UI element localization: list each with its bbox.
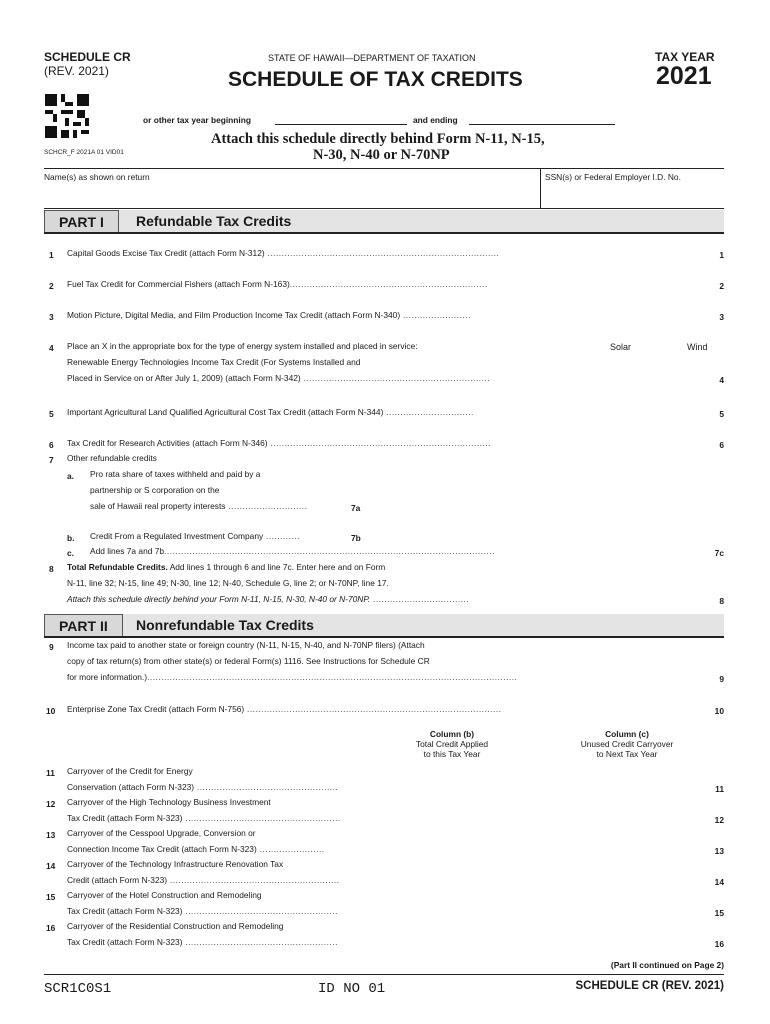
line-7a-ref: 7a	[351, 503, 361, 513]
period-end-field[interactable]	[469, 124, 615, 125]
line-14-col-b[interactable]	[400, 873, 510, 887]
line-9-text-a: Income tax paid to another state or foreign country (N-11, N-15, N-40, and N-70NP filers) (Attach	[67, 640, 425, 650]
agency: STATE OF HAWAII—DEPARTMENT OF TAXATION	[268, 53, 476, 63]
part2-title: Nonrefundable Tax Credits	[136, 617, 314, 633]
line-14-col-c[interactable]	[570, 873, 690, 887]
line-3-amount[interactable]	[600, 308, 710, 322]
line-num: 7	[49, 455, 54, 465]
line-num: 10	[46, 706, 56, 716]
line-5-ref: 5	[719, 409, 724, 419]
period-end-label: and ending	[413, 115, 458, 125]
line-10-text: Enterprise Zone Tax Credit (attach Form N-756)	[67, 704, 245, 714]
column-c-sub1: Unused Credit Carryover	[580, 739, 674, 749]
wind-checkbox-label[interactable]: Wind	[687, 342, 708, 352]
ssn-field[interactable]	[542, 184, 724, 208]
line-8-text-a: Add lines 1 through 6 and line 7c. Enter here and on Form	[167, 562, 386, 572]
period-begin-label: or other tax year beginning	[143, 115, 251, 125]
line-8-bold: Total Refundable Credits.	[67, 562, 168, 572]
line-1-amount[interactable]	[600, 246, 710, 260]
line-2-amount[interactable]	[600, 277, 710, 291]
line-8-text-b: N-11, line 32; N-15, line 49; N-30, line 12; N-40, Schedule G, line 2; or N-70NP, line 17.	[67, 578, 389, 588]
line-13-col-c[interactable]	[570, 842, 690, 856]
name-field[interactable]	[44, 184, 539, 208]
qr-code-icon	[45, 94, 89, 138]
line-8-amount[interactable]	[600, 592, 710, 606]
line-7a-text-a: Pro rata share of taxes withheld and paid by a	[90, 469, 261, 479]
line-9-text-c: for more information.)	[67, 672, 148, 682]
line-14-text-b: Credit (attach Form N-323)	[67, 875, 168, 885]
part2-header	[44, 614, 724, 636]
line-12-col-b[interactable]	[400, 811, 510, 825]
column-b-sub2: to this Tax Year	[423, 749, 481, 759]
line-16-ref: 16	[714, 939, 724, 949]
line-7a-text-c: sale of Hawaii real property interests	[90, 501, 226, 511]
line-11-col-c[interactable]	[570, 780, 690, 794]
solar-checkbox-label[interactable]: Solar	[610, 342, 632, 352]
line-2-text: Fuel Tax Credit for Commercial Fishers (attach Form N-163)	[67, 279, 290, 289]
line-num: 4	[49, 343, 54, 353]
line-8-ref: 8	[719, 596, 724, 606]
line-num: 13	[46, 830, 56, 840]
part2-label: PART II	[44, 614, 123, 637]
footer-code: SCR1C0S1	[44, 981, 112, 997]
line-6-ref: 6	[719, 440, 724, 450]
form-title: SCHEDULE OF TAX CREDITS	[228, 68, 523, 91]
part1-title: Refundable Tax Credits	[136, 213, 292, 229]
line-7a-text-b: partnership or S corporation on the	[90, 485, 220, 495]
line-num: 9	[49, 642, 54, 652]
line-12-ref: 12	[714, 815, 724, 825]
continued-note: (Part II continued on Page 2)	[610, 960, 724, 970]
line-7b-ref: 7b	[351, 533, 361, 543]
line-11-col-b[interactable]	[400, 780, 510, 794]
line-letter: a.	[67, 471, 74, 481]
line-10-amount[interactable]	[600, 702, 710, 716]
line-num: 12	[46, 799, 56, 809]
line-num: 1	[49, 250, 54, 260]
line-16-text-b: Tax Credit (attach Form N-323)	[67, 937, 183, 947]
line-7-text: Other refundable credits	[67, 453, 157, 463]
line-6-amount[interactable]	[600, 436, 710, 450]
column-c-sub2: to Next Tax Year	[596, 749, 658, 759]
line-16-text-a: Carryover of the Residential Construction and Remodeling	[67, 921, 284, 931]
ssn-label: SSN(s) or Federal Employer I.D. No.	[545, 172, 681, 182]
line-10-ref: 10	[714, 706, 724, 716]
line-7b-amount[interactable]	[370, 529, 530, 543]
line-1-text: Capital Goods Excise Tax Credit (attach Form N-312)	[67, 248, 265, 258]
line-letter: c.	[67, 548, 74, 558]
line-num: 15	[46, 892, 56, 902]
line-9-ref: 9	[719, 674, 724, 684]
line-num: 5	[49, 409, 54, 419]
line-14-text-a: Carryover of the Technology Infrastructure Renovation Tax	[67, 859, 284, 869]
column-b-sub1: Total Credit Applied	[415, 739, 489, 749]
line-letter: b.	[67, 533, 75, 543]
line-9-amount[interactable]	[600, 670, 710, 684]
line-7a-amount[interactable]	[370, 499, 530, 513]
line-3-text: Motion Picture, Digital Media, and Film Production Income Tax Credit (attach Form N-340)	[67, 310, 401, 320]
part1-header	[44, 210, 724, 232]
line-4-ref: 4	[719, 375, 724, 385]
revision: (REV. 2021)	[44, 64, 109, 78]
part1-label: PART I	[44, 210, 119, 233]
form-code: SCHCR_F 2021A 01 VID01	[44, 149, 124, 156]
line-15-ref: 15	[714, 908, 724, 918]
line-12-text-b: Tax Credit (attach Form N-323)	[67, 813, 183, 823]
line-num: 2	[49, 281, 54, 291]
line-num: 8	[49, 564, 54, 574]
line-14-ref: 14	[714, 877, 724, 887]
line-4-text-c: Placed in Service on or After July 1, 2009) (attach Form N-342)	[67, 373, 301, 383]
tax-year: 2021	[656, 62, 712, 90]
line-16-col-c[interactable]	[570, 935, 690, 949]
line-num: 3	[49, 312, 54, 322]
line-15-col-c[interactable]	[570, 904, 690, 918]
line-13-ref: 13	[714, 846, 724, 856]
attach-instruction-2: N-30, N-40 or N-70NP	[313, 147, 450, 163]
line-5-amount[interactable]	[600, 405, 710, 419]
footer-id-no: ID NO 01	[318, 981, 386, 997]
line-13-col-b[interactable]	[400, 842, 510, 856]
line-13-text-a: Carryover of the Cesspool Upgrade, Conversion or	[67, 828, 256, 838]
line-6-text: Tax Credit for Research Activities (attach Form N-346)	[67, 438, 268, 448]
schedule-id: SCHEDULE CR	[44, 50, 131, 64]
line-2-ref: 2	[719, 281, 724, 291]
line-4-amount[interactable]	[600, 371, 710, 385]
line-15-text-b: Tax Credit (attach Form N-323)	[67, 906, 183, 916]
column-c-header	[562, 729, 692, 759]
line-12-col-c[interactable]	[570, 811, 690, 825]
column-c-title: Column (c)	[605, 729, 649, 739]
line-11-text-b: Conservation (attach Form N-323)	[67, 782, 195, 792]
line-12-text-a: Carryover of the High Technology Business Investment	[67, 797, 271, 807]
line-1-ref: 1	[719, 250, 724, 260]
column-b-title: Column (b)	[429, 729, 475, 739]
line-15-text-a: Carryover of the Hotel Construction and Remodeling	[67, 890, 262, 900]
line-3-ref: 3	[719, 312, 724, 322]
line-13-text-b: Connection Income Tax Credit (attach Form N-323)	[67, 844, 257, 854]
line-7c-ref: 7c	[714, 548, 724, 558]
line-7c-text: Add lines 7a and 7b	[90, 546, 165, 556]
line-11-text-a: Carryover of the Credit for Energy	[67, 766, 193, 776]
column-b-header	[392, 729, 512, 759]
line-9-text-b: copy of tax return(s) from other state(s) or federal Form(s) 1116. See Instructions for Schedule CR	[67, 656, 430, 666]
line-7b-text: Credit From a Regulated Investment Company	[90, 531, 264, 541]
line-num: 16	[46, 923, 56, 933]
tax-year-label: TAX YEAR	[655, 50, 715, 64]
line-num: 11	[46, 768, 55, 778]
line-8-text-c: Attach this schedule directly behind your Form N-11, N-15, N-30, N-40 or N-70NP.	[67, 594, 371, 604]
period-begin-field[interactable]	[275, 124, 407, 125]
line-7c-amount[interactable]	[600, 544, 710, 558]
line-16-col-b[interactable]	[400, 935, 510, 949]
attach-instruction-1: Attach this schedule directly behind Form N-11, N-15,	[211, 131, 545, 147]
line-4-text-a: Place an X in the appropriate box for the type of energy system installed and placed in service:	[67, 341, 418, 351]
line-num: 14	[46, 861, 56, 871]
line-4-text-b: Renewable Energy Technologies Income Tax Credit (For Systems Installed and	[67, 357, 361, 367]
name-label: Name(s) as shown on return	[44, 172, 150, 182]
line-num: 6	[49, 440, 54, 450]
line-15-col-b[interactable]	[400, 904, 510, 918]
line-5-text: Important Agricultural Land Qualified Agricultural Cost Tax Credit (attach Form N-344)	[67, 407, 384, 417]
footer-form-id: SCHEDULE CR (REV. 2021)	[575, 980, 724, 992]
line-11-ref: 11	[715, 784, 724, 794]
